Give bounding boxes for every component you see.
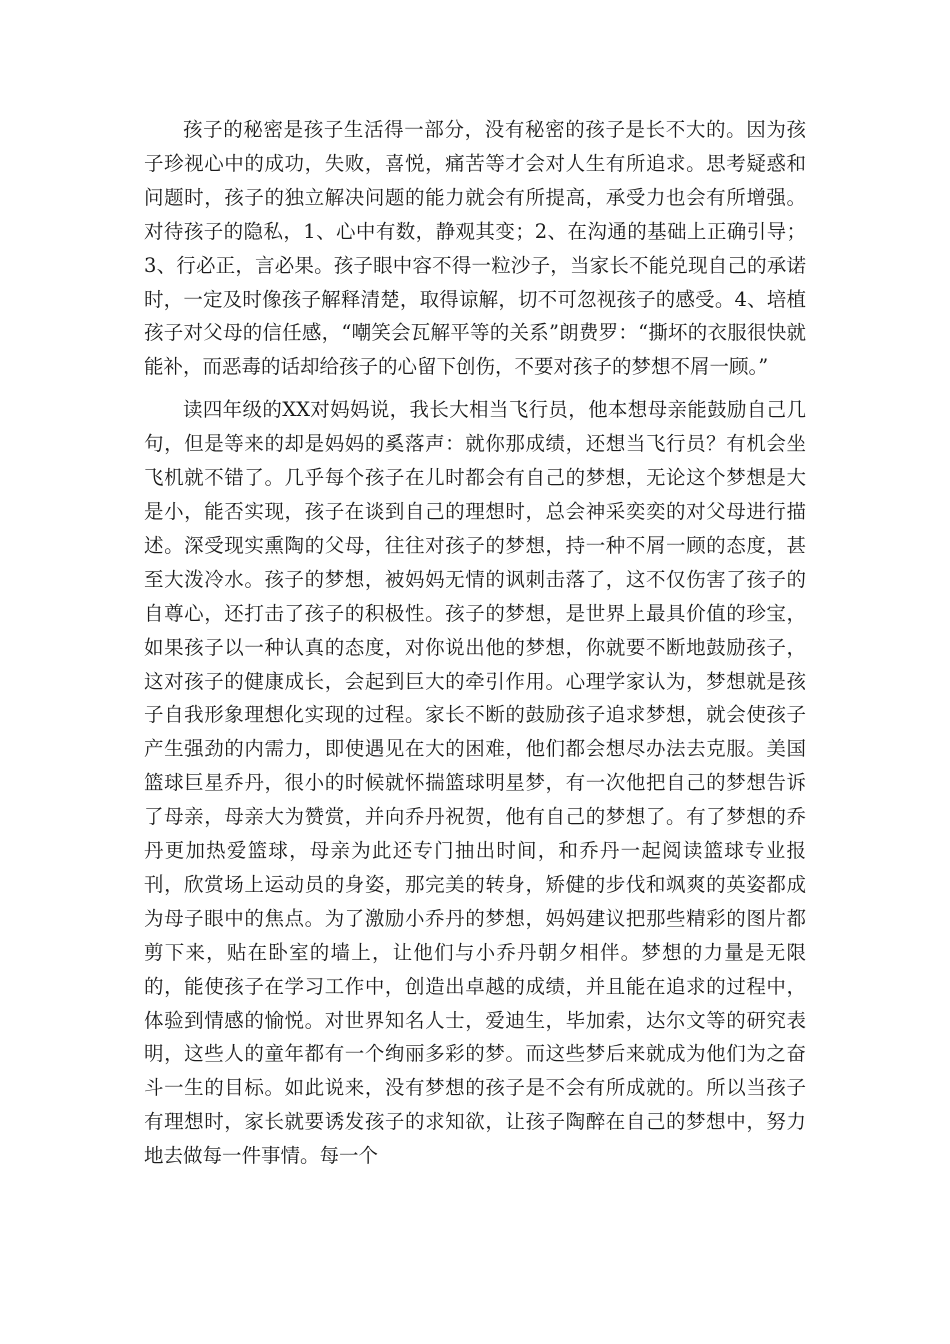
paragraph-child-dreams: 读四年级的XX对妈妈说，我长大相当飞行员，他本想母亲能鼓励自己几句，但是等来的却是妈妈的奚落声：就你那成绩，还想当飞行员？有机会坐飞机就不错了。几乎每个孩子在儿时都会有自己的梦想，无论这个梦想是大是小，能否实现，孩子在谈到自己的理想时，总会神采奕奕的对父母进行描述。深受现实熏陶的父母，往往对孩子的梦想，持一种不屑一顾的态度，甚至大泼冷水。孩子的梦想，被妈妈无情的讽刺击落了，这不仅伤害了孩子的自尊心，还打击了孩子的积极性。孩子的梦想，是世界上最具价值的珍宝，如果孩子以一种认真的态度，对你说出他的梦想，你就要不断地鼓励孩子，这对孩子的健康成长，会起到巨大的牵引作用。心理学家认为，梦想就是孩子自我形象理想化实现的过程。家长不断的鼓励孩子追求梦想，就会使孩子产生强劲的内需力，即使遇见在大的困难，他们都会想尽办法去克服。美国篮球巨星乔丹，很小的时候就怀揣篮球明星梦，有一次他把自己的梦想告诉了母亲，母亲大为赞赏，并向乔丹祝贺，他有自己的梦想了。有了梦想的乔丹更加热爱篮球，母亲为此还专门抽出时间，和乔丹一起阅读篮球专业报刊，欣赏场上运动员的身姿，那完美的转身，矫健的步伐和飒爽的英姿都成为母子眼中的焦点。为了激励小乔丹的梦想，妈妈建议把那些精彩的图片都剪下来，贴在卧室的墙上，让他们与小乔丹朝夕相伴。梦想的力量是无限的，能使孩子在学习工作中，创造出卓越的成绩，并且能在追求的过程中，体验到情感的愉悦。对世界知名人士，爱迪生，毕加索，达尔文等的研究表明，这些人的童年都有一个绚丽多彩的梦。而这些梦后来就成为他们为之奋斗一生的目标。如此说来，没有梦想的孩子是不会有所成就的。所以当孩子有理想时，家长就要诱发孩子的求知欲，让孩子陶醉在自己的梦想中，努力地去做每一件事情。每一个	[144, 398, 806, 1168]
paragraph-child-secrets: 孩子的秘密是孩子生活得一部分，没有秘密的孩子是长不大的。因为孩子珍视心中的成功，失败，喜悦，痛苦等才会对人生有所追求。思考疑惑和问题时，孩子的独立解决问题的能力就会有所提高，承受力也会有所增强。对待孩子的隐私，1、心中有数，静观其变；2、在沟通的基础上正确引导；3、行必正，言必果。孩子眼中容不得一粒沙子，当家长不能兑现自己的承诺时，一定及时像孩子解释清楚，取得谅解，切不可忽视孩子的感受。4、培植孩子对父母的信任感，“嘲笑会瓦解平等的关系”朗费罗：“撕坏的衣服很快就能补，而恶毒的话却给孩子的心留下创伤，不要对孩子的梦想不屑一顾。”	[144, 118, 806, 379]
document-body	[144, 113, 806, 1173]
